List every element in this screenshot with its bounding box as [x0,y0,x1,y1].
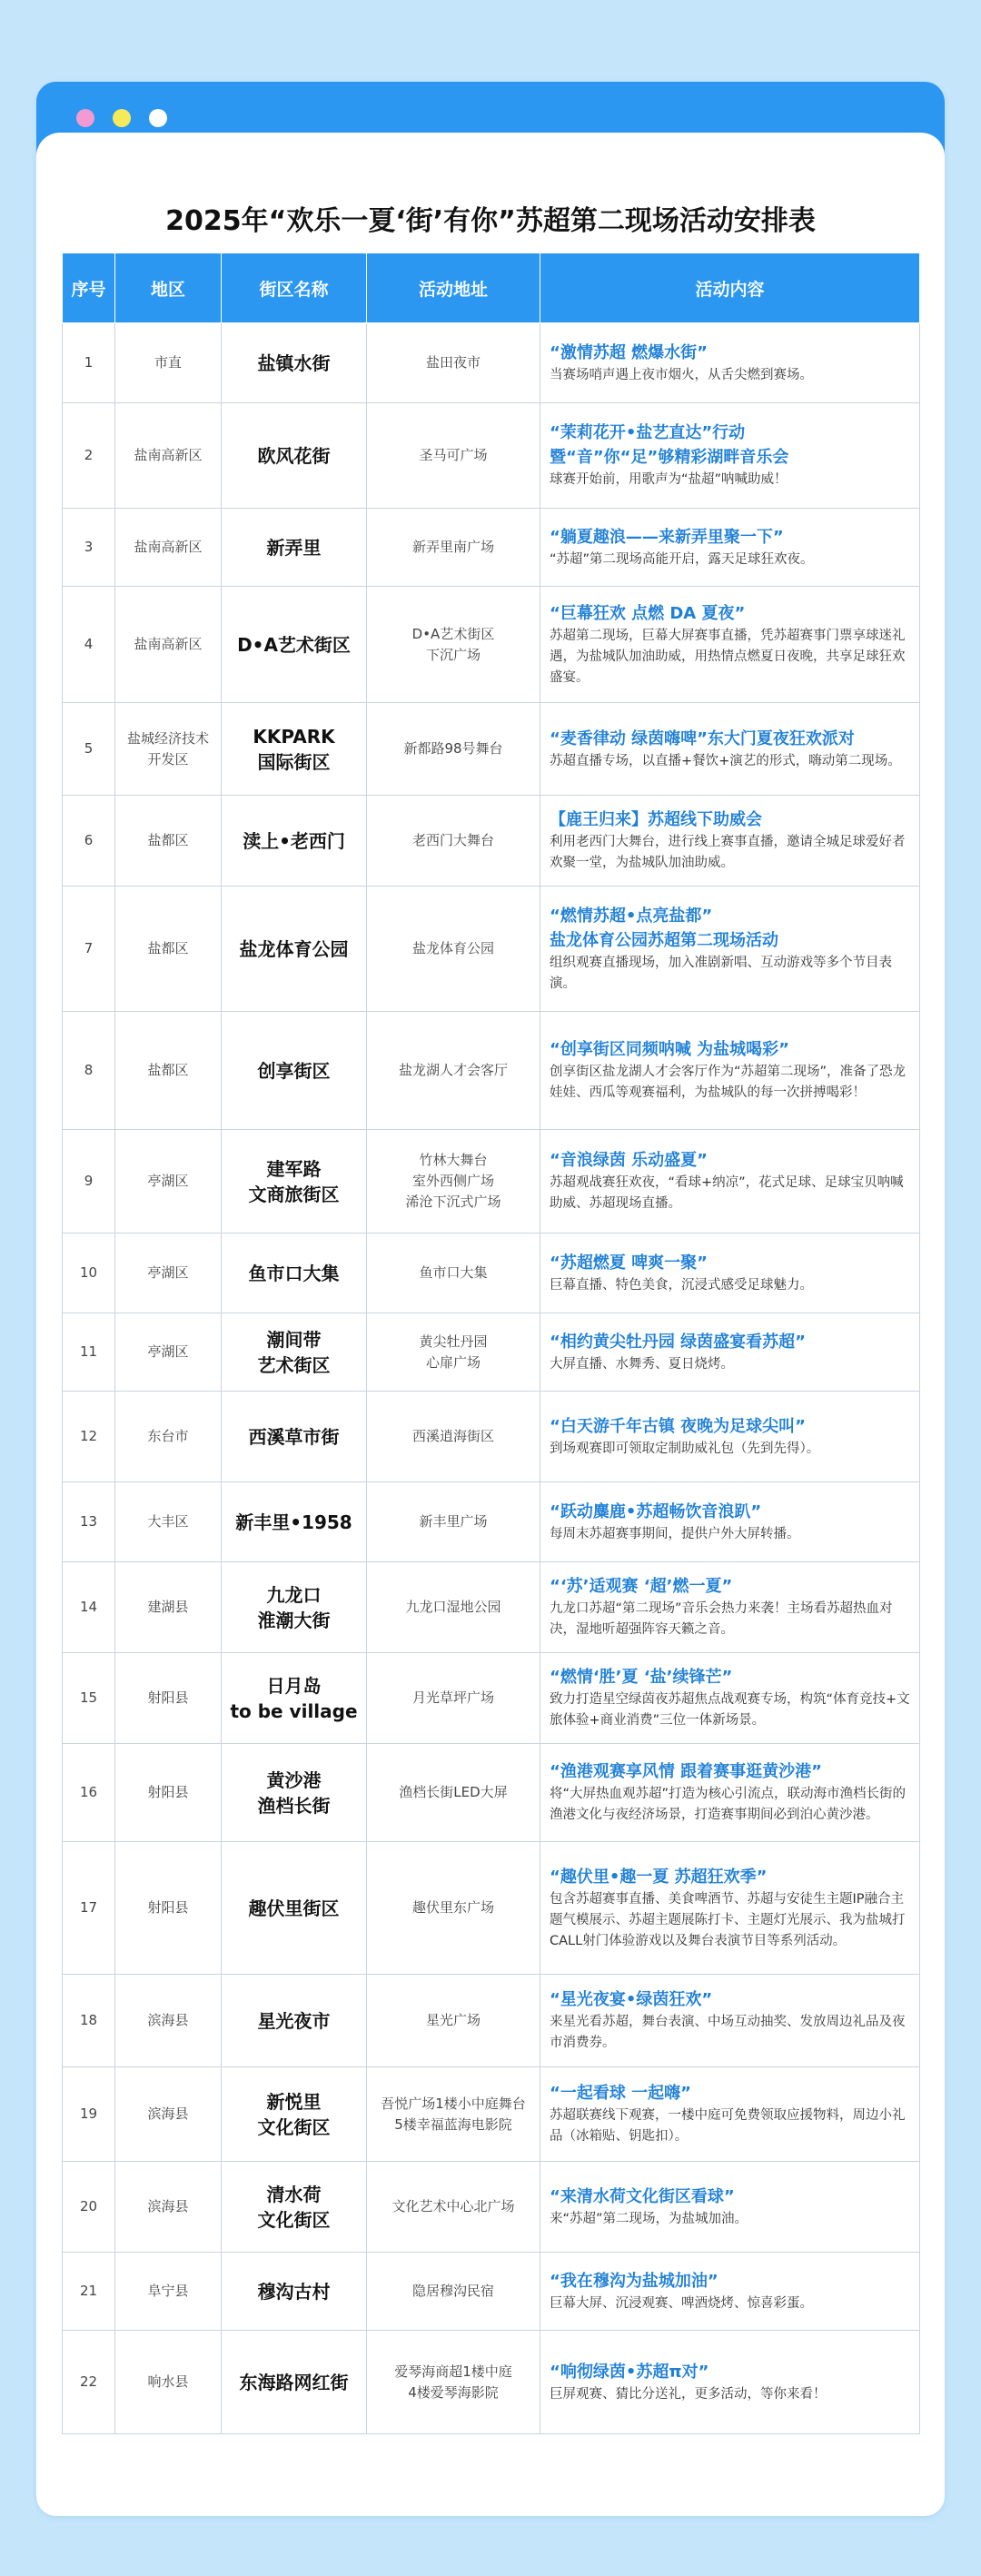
address-cell [367,2162,540,2253]
row-number: 1 [63,323,115,403]
activity-headline: “创享街区同频呐喊 为盐城喝彩” [550,1040,789,1059]
street-name-cell [222,1562,367,1653]
address-line: 下沉广场 [425,646,481,663]
street-name-line: 星光夜市 [257,2009,331,2032]
street-name-line: 盐镇水街 [257,352,331,374]
activity-headline: “来清水荷文化街区看球” [550,2186,735,2206]
street-name-cell [222,1392,367,1482]
address-cell [367,1744,540,1842]
street-name-cell [222,796,367,887]
region-cell: 亭湖区 [115,1234,222,1313]
row-number: 9 [63,1130,115,1234]
window-dot-yellow [113,109,131,127]
street-name-line: 西溪草市街 [248,1425,340,1448]
address-line: 趣伏里东广场 [411,1899,494,1916]
table-row [63,1313,920,1392]
region-cell: 盐南高新区 [115,587,222,703]
region-cell: 市直 [115,323,222,403]
street-name-line: 文化街区 [257,2115,331,2138]
street-name-line: 新悦里 [266,2090,322,2113]
activity-description: 苏超直播专场，以直播+餐饮+演艺的形式，嗨动第二现场。 [550,753,901,768]
street-name-line: to be village [230,1699,358,1722]
address-line: 隐居穆沟民宿 [411,2283,494,2299]
activity-description: 九龙口苏超“第二现场”音乐会热力来袭！主场看苏超热血对决，湿地听超强阵容天籁之音。 [550,1601,893,1637]
activity-content-cell [540,2067,920,2162]
street-name-cell [222,1842,367,1975]
row-number: 2 [63,403,115,509]
address-line: 爱琴海商超1楼中庭 [394,2363,512,2380]
region-cell: 滨海县 [115,1975,222,2067]
street-name-line: 清水荷 [266,2183,322,2205]
address-cell [367,1975,540,2067]
region-cell: 亭湖区 [115,1130,222,1234]
table-row [63,403,920,509]
card-header-bar [36,82,945,169]
activity-content-cell [540,587,920,703]
table-row [63,2067,920,2162]
address-line: 吾悦广场1楼小中庭舞台 [381,2095,526,2112]
address-line: D•A艺术街区 [411,625,495,642]
address-cell [367,1482,540,1562]
street-name-cell [222,887,367,1012]
row-number: 5 [63,703,115,796]
activity-headline: “激情苏超 燃爆水街” [550,342,708,362]
street-name-cell [222,2331,367,2434]
window-dot-white [149,109,167,127]
table-row [63,1012,920,1130]
address-line: 盐龙湖人才会客厅 [398,1062,508,1078]
table-row [63,796,920,887]
table-row [63,1744,920,1842]
window-dot-pink [76,109,94,127]
region-cell: 射阳县 [115,1842,222,1975]
region-cell: 大丰区 [115,1482,222,1562]
street-name-line: 穆沟古村 [257,2280,331,2303]
street-name-cell [222,587,367,703]
row-number: 15 [63,1653,115,1744]
activity-description: 苏超观战赛狂欢夜，“看球+纳凉”，花式足球、足球宝贝呐喊助威、苏超现场直播。 [550,1175,904,1211]
address-line: 渔档长街LED大屏 [399,1784,508,1800]
address-line: 月光草坪广场 [411,1689,494,1706]
street-name-cell [222,1653,367,1744]
street-name-line: 潮间带 [266,1328,322,1351]
address-line: 新丰里广场 [419,1513,488,1530]
row-number: 16 [63,1744,115,1842]
row-number: 6 [63,796,115,887]
address-cell [367,703,540,796]
header-curve [36,133,945,169]
activity-content-cell [540,703,920,796]
row-number: 20 [63,2162,115,2253]
row-number: 3 [63,509,115,587]
activity-headline: “趣伏里•趣一夏 苏超狂欢季” [550,1867,768,1887]
street-name-line: KKPARK [253,725,335,748]
region-cell: 盐城经济技术开发区 [115,703,222,796]
region-cell: 阜宁县 [115,2253,222,2331]
row-number: 12 [63,1392,115,1482]
activity-description: 利用老西门大舞台，进行线上赛事直播，邀请全城足球爱好者欢聚一堂，为盐城队加油助威。 [550,835,906,870]
street-name-cell [222,2162,367,2253]
row-number: 4 [63,587,115,703]
address-line: 西溪逍海街区 [411,1428,494,1444]
address-line: 室外西侧广场 [411,1173,494,1189]
street-name-line: 日月岛 [266,1674,322,1697]
region-cell: 盐南高新区 [115,403,222,509]
address-line: 鱼市口大集 [419,1264,488,1281]
address-line: 竹林大舞台 [419,1152,488,1168]
activity-description: 巨幕大屏、沉浸观赛、啤酒烧烤、惊喜彩蛋。 [550,2295,813,2311]
activity-headline: “相约黄尖牡丹园 绿茵盛宴看苏超” [550,1332,806,1352]
activity-headline: 暨“音”你“足”够精彩湖畔音乐会 [550,448,789,467]
street-name-cell [222,1012,367,1130]
table-row [63,1392,920,1482]
header-street-name: 街区名称 [222,253,367,323]
street-name-line: 创享街区 [257,1059,331,1082]
activity-description: 致力打造星空绿茵夜苏超焦点战观赛专场，构筑“体育竞技+文旅体验+商业消费”三位一体新场景。 [550,1692,910,1728]
address-line: 心扉广场 [425,1353,481,1371]
row-number: 19 [63,2067,115,2162]
row-number: 22 [63,2331,115,2434]
row-number: 7 [63,887,115,1012]
header-address: 活动地址 [367,253,540,323]
activity-content-cell [540,1392,920,1482]
address-cell [367,509,540,587]
street-name-line: 渔档长街 [257,1794,331,1817]
activity-content-cell [540,887,920,1012]
region-cell: 建湖县 [115,1562,222,1653]
address-cell [367,1130,540,1234]
address-line: 盐田夜市 [425,354,481,371]
activity-content-cell [540,1234,920,1313]
table-row [63,2162,920,2253]
address-line: 4楼爱琴海影院 [408,2383,499,2401]
street-name-line: 新弄里 [266,536,322,559]
street-name-line: 文商旅街区 [248,1183,340,1205]
street-name-line: 艺术街区 [257,1353,331,1376]
table-row [63,2331,920,2434]
activity-description: 苏超第二现场，巨幕大屏赛事直播，凭苏超赛事门票享球迷礼遇，为盐城队加油助威，用热情点燃夏日夜晚，共享足球狂欢盛宴。 [550,628,906,685]
region-cell: 盐都区 [115,887,222,1012]
row-number: 17 [63,1842,115,1975]
address-cell [367,2067,540,2162]
street-name-cell [222,1744,367,1842]
activity-content-cell [540,796,920,887]
street-name-cell [222,1975,367,2067]
address-line: 黄尖牡丹园 [419,1333,488,1350]
activity-headline: “白天游千年古镇 夜晚为足球尖叫” [550,1416,806,1436]
table-header-row [63,253,920,323]
activity-headline: 【鹿王归来】苏超线下助威会 [550,810,762,829]
street-name-line: 黄沙港 [266,1769,322,1791]
row-number: 8 [63,1012,115,1130]
header-region: 地区 [115,253,222,323]
activity-headline: “茉莉花开•盐艺直达”行动 [550,423,746,442]
activity-description: 包含苏超赛事直播、美食啤酒节、苏超与安徒生主题IP融合主题气模展示、苏超主题展陈打卡、主题灯光展示、我为盐城打CALL射门体验游戏以及舞台表演节目等系列活动。 [550,1891,906,1948]
street-name-cell [222,2253,367,2331]
activity-content-cell [540,1744,920,1842]
activity-description: 来星光看苏超，舞台表演、中场互动抽奖、发放周边礼品及夜市消费券。 [550,2015,906,2050]
page-title: 2025年“欢乐一夏‘街’有你”苏超第二现场活动安排表 [165,205,816,237]
activity-description: 每周末苏超赛事期间，提供户外大屏转播。 [550,1526,800,1541]
table-row [63,1234,920,1313]
address-cell [367,887,540,1012]
street-name-cell [222,1482,367,1562]
activity-content-cell [540,1012,920,1130]
activity-content-cell [540,1562,920,1653]
address-line: 新弄里南广场 [411,539,494,555]
table-row [63,887,920,1012]
region-cell: 盐都区 [115,1012,222,1130]
activity-headline: “巨幕狂欢 点燃 DA 夏夜” [550,603,746,623]
activity-content-cell [540,2331,920,2434]
street-name-line: 盐龙体育公园 [239,937,349,960]
street-name-line: 欧风花街 [257,444,331,467]
address-line: 文化艺术中心北广场 [391,2198,515,2214]
region-cell: 射阳县 [115,1744,222,1842]
activity-description: 巨幕直播、特色美食，沉浸式感受足球魅力。 [550,1277,813,1293]
activity-headline: “一起看球 一起嗨” [550,2084,691,2103]
address-cell [367,2331,540,2434]
activity-description: 当赛场哨声遇上夜市烟火，从舌尖燃到赛场。 [550,367,813,382]
street-name-cell [222,703,367,796]
activity-content-cell [540,1842,920,1975]
table-row [63,1653,920,1744]
schedule-table [62,253,920,2434]
activity-description: 将“大屏热血观苏超”打造为核心引流点，联动海市渔档长街的渔港文化与夜经济场景，打造赛事期间必到泊心黄沙港。 [550,1787,907,1822]
activity-headline: “渔港观赛享风情 跟着赛事逛黄沙港” [550,1762,822,1781]
address-cell [367,1653,540,1744]
activity-headline: “苏超燃夏 啤爽一聚” [550,1253,708,1273]
table-row [63,1482,920,1562]
street-name-line: 淮潮大街 [257,1609,331,1631]
row-number: 13 [63,1482,115,1562]
row-number: 11 [63,1313,115,1392]
street-name-line: 鱼市口大集 [248,1262,340,1284]
street-name-line: 建军路 [266,1157,322,1180]
activity-description: 到场观赛即可领取定制助威礼包（先到先得）。 [550,1441,820,1456]
table-body [63,323,920,2434]
header-no: 序号 [63,253,115,323]
street-name-line: 国际街区 [257,750,331,773]
address-cell [367,796,540,887]
street-name-cell [222,1313,367,1392]
region-cell: 东台市 [115,1392,222,1482]
row-number: 10 [63,1234,115,1313]
address-line: 盐龙体育公园 [411,940,494,956]
activity-description: 创享街区盐龙湖人才会客厅作为“苏超第二现场”，准备了恐龙娃娃、西瓜等观赛福利，为盐城队的每一次拼搏喝彩！ [550,1065,907,1100]
row-number: 21 [63,2253,115,2331]
address-line: 九龙口湿地公园 [405,1599,501,1615]
activity-description: 来“苏超”第二现场，为盐城加油。 [550,2211,748,2226]
address-line: 新都路98号舞台 [403,740,503,757]
address-cell [367,2253,540,2331]
address-cell [367,587,540,703]
header-content: 活动内容 [540,253,920,323]
activity-content-cell [540,1975,920,2067]
activity-description: 组织观赛直播现场，加入准剧新唱、互动游戏等多个节目表演。 [550,955,892,991]
street-name-line: 文化街区 [257,2208,331,2231]
activity-headline: “躺夏趣浪——来新弄里聚一下” [550,527,784,547]
activity-headline: “‘苏’适观赛 ‘超’燃一夏” [550,1577,733,1596]
region-cell: 亭湖区 [115,1313,222,1392]
table-row [63,1130,920,1234]
activity-content-cell [540,323,920,403]
activity-description: 大屏直播、水舞秀、夏日烧烤。 [550,1356,734,1372]
address-cell [367,323,540,403]
street-name-line: 渎上•老西门 [243,829,345,852]
table-row [63,587,920,703]
table-row [63,703,920,796]
street-name-line: 新丰里•1958 [235,1511,352,1533]
address-cell [367,1562,540,1653]
table-row [63,323,920,403]
activity-description: “苏超”第二现场高能开启，露天足球狂欢夜。 [550,551,814,567]
schedule-card [36,82,945,2516]
activity-headline: “麦香律动 绿茵嗨啤”东大门夏夜狂欢派对 [550,728,855,748]
street-name-line: 东海路网红街 [239,2371,349,2393]
region-cell: 滨海县 [115,2067,222,2162]
activity-content-cell [540,2162,920,2253]
address-line: 5楼幸福蓝海电影院 [394,2115,512,2133]
region-cell: 响水县 [115,2331,222,2434]
street-name-cell [222,509,367,587]
activity-content-cell [540,2253,920,2331]
address-cell [367,403,540,509]
street-name-line: 九龙口 [266,1583,322,1606]
table-row [63,2253,920,2331]
street-name-cell [222,1130,367,1234]
region-cell: 射阳县 [115,1653,222,1744]
address-cell [367,1392,540,1482]
activity-headline: “星光夜宴•绿茵狂欢” [550,1990,713,2009]
address-cell [367,1012,540,1130]
address-cell [367,1234,540,1313]
activity-headline: “我在穆沟为盐城加油” [550,2271,718,2291]
street-name-line: D•A艺术街区 [237,633,351,656]
table-row [63,1562,920,1653]
address-line: 圣马可广场 [419,447,488,463]
street-name-line: 趣伏里街区 [248,1897,340,1919]
activity-description: 苏超联赛线下观赛，一楼中庭可免费领取应援物料，周边小礼品（冰箱贴、钥匙扣）。 [550,2108,906,2144]
activity-content-cell [540,403,920,509]
address-cell [367,1313,540,1392]
activity-headline: “燃情苏超•点亮盐都” [550,906,713,926]
region-cell: 滨海县 [115,2162,222,2253]
table-row [63,1842,920,1975]
row-number: 18 [63,1975,115,2067]
activity-content-cell [540,509,920,587]
street-name-cell [222,403,367,509]
table-row [63,509,920,587]
activity-headline: “音浪绿茵 乐动盛夏” [550,1151,708,1170]
street-name-cell [222,2067,367,2162]
activity-content-cell [540,1130,920,1234]
street-name-cell [222,323,367,403]
region-cell: 盐南高新区 [115,509,222,587]
address-line: 老西门大舞台 [411,832,494,848]
address-line: 星光广场 [425,2012,481,2028]
activity-headline: “跃动麋鹿•苏超畅饮音浪趴” [550,1501,762,1521]
activity-headline: 盐龙体育公园苏超第二现场活动 [550,930,778,950]
activity-content-cell [540,1482,920,1562]
activity-headline: “燃情‘胜’夏 ‘盐’续锋芒” [550,1668,733,1687]
activity-headline: “响彻绿茵•苏超π对” [550,2362,709,2382]
row-number: 14 [63,1562,115,1653]
table-row [63,1975,920,2067]
address-line: 浠沧下沉式广场 [405,1194,501,1210]
address-cell [367,1842,540,1975]
region-cell: 盐都区 [115,796,222,887]
activity-content-cell [540,1313,920,1392]
street-name-cell [222,1234,367,1313]
activity-content-cell [540,1653,920,1744]
activity-description: 巨屏观赛、猜比分送礼，更多活动，等你来看！ [550,2386,827,2402]
activity-description: 球赛开始前，用歌声为“盐超”呐喊助威！ [550,472,788,487]
